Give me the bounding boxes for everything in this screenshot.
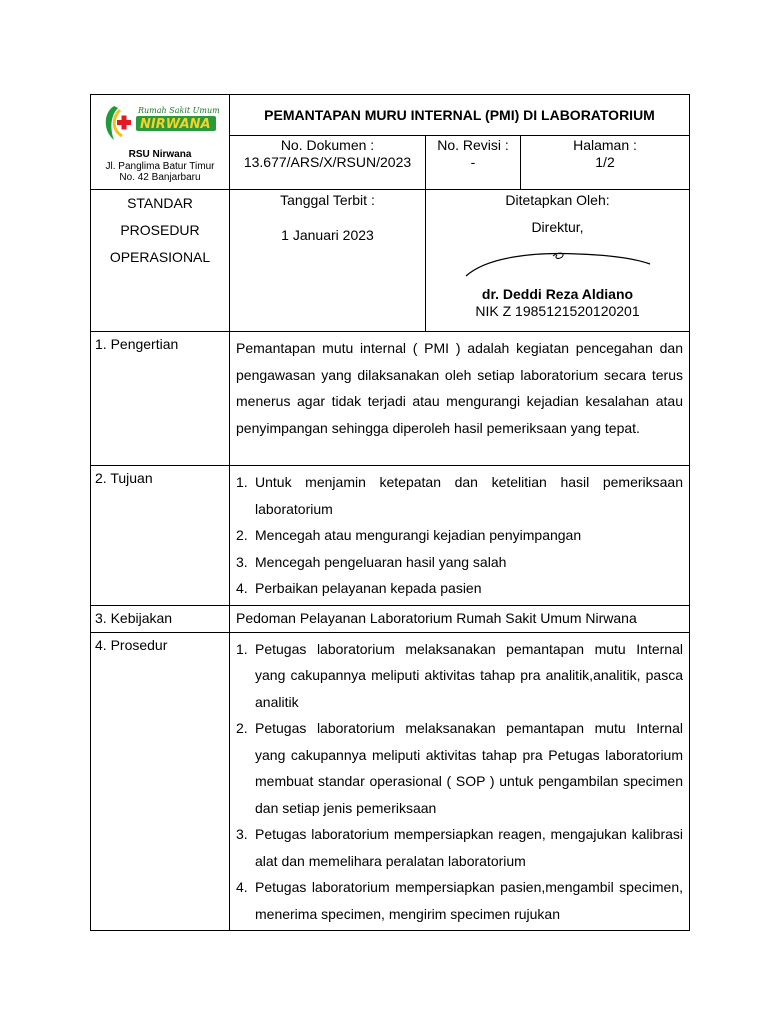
list-item-number: 4. — [236, 879, 248, 895]
section-label-prosedur: 4. Prosedur — [91, 632, 230, 931]
revision-label: No. Revisi : — [437, 137, 509, 153]
page-value: 1/2 — [595, 154, 615, 170]
list-item-number: 1. — [236, 474, 248, 490]
list-item-text: Mencegah pengeluaran hasil yang salah — [255, 553, 507, 570]
document-title: PEMANTAPAN MURU INTERNAL (PMI) DI LABORATORIUM — [230, 95, 690, 136]
signer-nik: NIK Z 1985121520120201 — [475, 303, 640, 319]
page-label: Halaman : — [573, 137, 637, 153]
section-body-pengertian: Pemantapan mutu internal ( PMI ) adalah kegiatan pencegahan dan pengawasan yang dilaksanakan oleh setiap laboratorium secara terus menerus agar tidak terjadi atau mengurangi kejadian kesalahan atau penyimpangan sehingga diperoleh hasil pemeriksaan yang tepat. — [230, 332, 690, 466]
section-body-tujuan — [230, 466, 690, 606]
list-item-text: Petugas laboratorium melaksanakan pemantapan mutu Internal yang cakupannya meliputi aktivitas tahap pra analitik,analitik, pasca analitik — [255, 640, 683, 710]
sop-type-line2: PROSEDUR — [120, 222, 200, 238]
sop-type-line3: OPERASIONAL — [109, 249, 211, 265]
section-body-prosedur — [230, 632, 690, 931]
approval-cell — [426, 190, 690, 332]
issue-date-value: 1 Januari 2023 — [281, 227, 374, 243]
list-item — [236, 522, 683, 549]
list-item-number: 2. — [236, 527, 248, 543]
section-label-kebijakan: 3. Kebijakan — [91, 605, 230, 632]
list-item-number: 3. — [236, 826, 248, 842]
signature-image — [458, 236, 658, 286]
approval-role: Direktur, — [531, 219, 584, 235]
sop-type-cell — [91, 190, 230, 332]
section-body-kebijakan: Pedoman Pelayanan Laboratorium Rumah Sakit Umum Nirwana — [230, 605, 690, 632]
document-number-cell — [230, 136, 426, 190]
list-item — [236, 636, 683, 716]
document-number-label: No. Dokumen : — [280, 137, 375, 153]
list-item-text: Untuk menjamin ketepatan dan ketelitian hasil pemeriksaan laboratorium — [255, 474, 683, 517]
tujuan-list — [236, 469, 683, 602]
list-item-text: Petugas laboratorium melaksanakan pemantapan mutu Internal yang cakupannya meliputi aktivitas tahap pra Petugas laboratorium membuat standar operasional ( SOP ) untuk pengambilan specimen dan setiap jenis pemeriksaan — [255, 720, 683, 816]
svg-text:Rumah Sakit Umum: Rumah Sakit Umum — [138, 106, 220, 115]
issue-date-label: Tanggal Terbit : — [280, 192, 375, 208]
list-item — [236, 549, 683, 576]
list-item — [236, 821, 683, 874]
signer-name: dr. Deddi Reza Aldiano — [481, 286, 634, 302]
list-item-text: Petugas laboratorium mempersiapkan reagen, mengajukan kalibrasi alat dan memelihara peralatan laboratorium — [255, 826, 683, 869]
list-item — [236, 874, 683, 927]
list-item-number: 4. — [236, 580, 248, 596]
svg-text:NIRWANA: NIRWANA — [140, 117, 211, 132]
list-item — [236, 715, 683, 821]
revision-value: - — [470, 154, 476, 170]
hospital-logo — [91, 99, 229, 147]
page-cell — [521, 136, 690, 190]
hospital-address-line2: No. 42 Banjarbaru — [119, 172, 201, 183]
section-label-pengertian: 1. Pengertian — [91, 332, 230, 466]
hospital-address-line1: Jl. Panglima Batur Timur — [105, 161, 215, 172]
list-item-number: 3. — [236, 553, 248, 570]
section-label-tujuan: 2. Tujuan — [91, 466, 230, 606]
signature — [426, 236, 689, 286]
prosedur-list — [236, 636, 683, 928]
document-number-value: 13.677/ARS/X/RSUN/2023 — [243, 154, 412, 170]
list-item — [236, 575, 683, 602]
sop-type-line1: STANDAR — [127, 195, 193, 211]
list-item — [236, 469, 683, 522]
list-item-text: Perbaikan pelayanan kepada pasien — [255, 580, 482, 596]
list-item-number: 2. — [236, 720, 248, 736]
sop-document-table — [90, 94, 690, 931]
list-item-number: 1. — [236, 640, 248, 657]
hospital-identity-cell — [91, 95, 230, 190]
list-item-text: Petugas laboratorium mempersiapkan pasien,mengambil specimen, menerima specimen, mengirim specimen rujukan — [255, 879, 683, 922]
revision-cell — [426, 136, 521, 190]
list-item-text: Mencegah atau mengurangi kejadian penyimpangan — [255, 527, 582, 543]
hospital-name: RSU Nirwana — [128, 149, 192, 160]
issue-date-cell — [230, 190, 426, 332]
hospital-logo-image — [100, 100, 220, 146]
approval-label: Ditetapkan Oleh: — [505, 192, 610, 208]
